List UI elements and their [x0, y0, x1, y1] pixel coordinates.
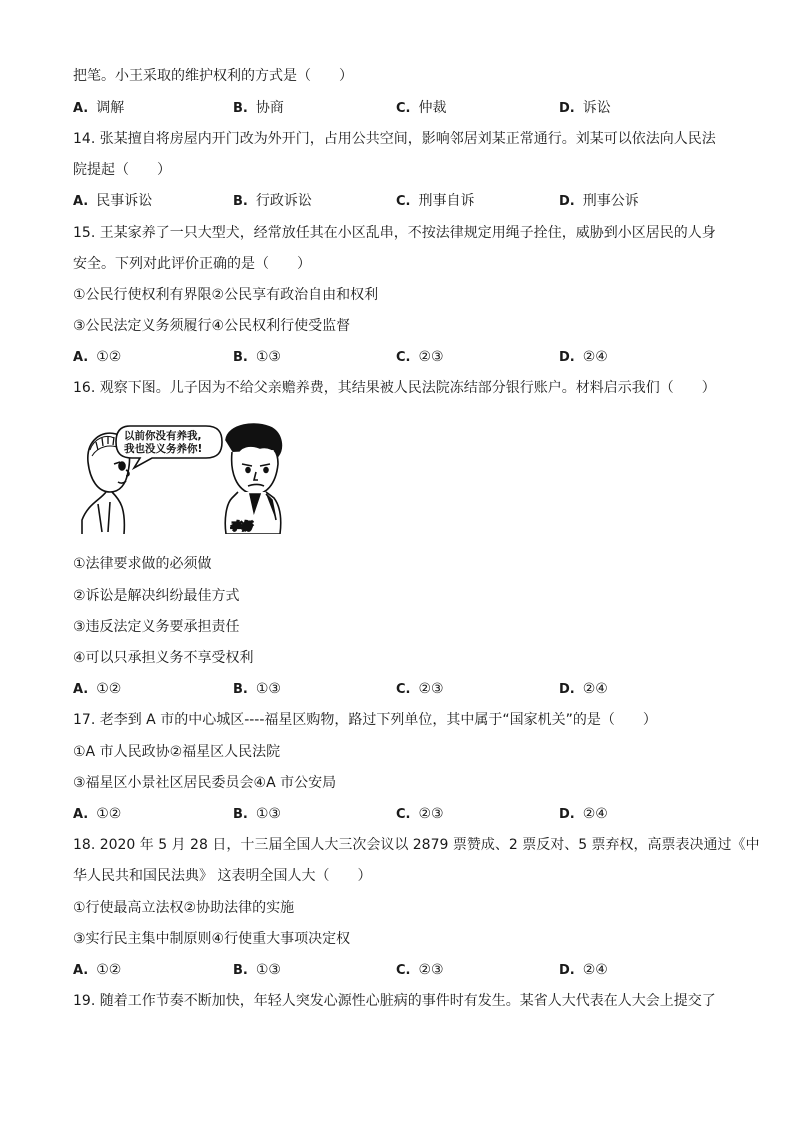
q17-option-b[interactable]: B. ①③	[233, 806, 281, 822]
q18-option-d[interactable]: D. ②④	[559, 962, 608, 978]
q17-statement-2: ③福星区小景社区居民委员会④A 市公安局	[73, 775, 337, 791]
q14-options	[73, 191, 733, 211]
q15-options	[73, 347, 733, 367]
q14-option-a[interactable]: A. 民事诉讼	[73, 193, 153, 209]
q16-statement-3: ③违反法定义务要承担责任	[73, 619, 240, 635]
q13-option-c[interactable]: C. 仲裁	[396, 100, 447, 116]
q13-stem: 把笔。小王采取的维护权利的方式是（ ）	[73, 68, 353, 84]
q18-stem-line2: 华人民共和国民法典》 这表明全国人大（ ）	[73, 868, 372, 884]
q17-stem: 17. 老李到 A 市的中心城区----福星区购物，路过下列单位，其中属于“国家机关”的是（ ）	[73, 712, 657, 728]
q18-stem-line1: 18. 2020 年 5 月 28 日，十三届全国人大三次会议以 2879 票赞成、2 票反对、5 票弃权，高票表决通过《中	[73, 837, 760, 853]
speech-bubble-line-1: 以前你没有养我,	[124, 430, 202, 442]
q19-stem-line1: 19. 随着工作节奏不断加快，年轻人突发心源性心脏病的事件时有发生。某省人大代表在人大会上提交了	[73, 993, 716, 1009]
q16-stem: 16. 观察下图。儿子因为不给父亲赡养费，其结果被人民法院冻结部分银行账户。材料启示我们（ ）	[73, 380, 716, 396]
q16-option-a[interactable]: A. ①②	[73, 681, 122, 697]
q15-statement-1: ①公民行使权利有界限②公民享有政治自由和权利	[73, 287, 379, 303]
q16-option-d[interactable]: D. ②④	[559, 681, 608, 697]
speech-bubble	[116, 426, 222, 468]
cartoon-signature: 李杨	[230, 520, 252, 533]
q18-statement-2: ③实行民主集中制原则④行使重大事项决定权	[73, 931, 351, 947]
q15-option-c[interactable]: C. ②③	[396, 349, 444, 365]
q13-option-d[interactable]: D. 诉讼	[559, 100, 611, 116]
q16-statement-4: ④可以只承担义务不享受权利	[73, 650, 254, 666]
q13-option-b[interactable]: B. 协商	[233, 100, 284, 116]
q18-option-b[interactable]: B. ①③	[233, 962, 281, 978]
q17-option-c[interactable]: C. ②③	[396, 806, 444, 822]
q17-option-d[interactable]: D. ②④	[559, 806, 608, 822]
q15-option-d[interactable]: D. ②④	[559, 349, 608, 365]
q13-option-a[interactable]: A. 调解	[73, 100, 125, 116]
q16-options	[73, 679, 733, 699]
q18-options	[73, 960, 733, 980]
q16-option-b[interactable]: B. ①③	[233, 681, 281, 697]
q16-option-c[interactable]: C. ②③	[396, 681, 444, 697]
father-son-cartoon	[80, 420, 286, 534]
son-figure	[225, 424, 281, 534]
q17-statement-1: ①A 市人民政协②福星区人民法院	[73, 744, 281, 760]
q18-option-a[interactable]: A. ①②	[73, 962, 122, 978]
q14-option-c[interactable]: C. 刑事自诉	[396, 193, 475, 209]
q14-stem-line1: 14. 张某擅自将房屋内开门改为外开门，占用公共空间，影响邻居刘某正常通行。刘某可以依法向人民法	[73, 131, 716, 147]
q15-stem-line1: 15. 王某家养了一只大型犬，经常放任其在小区乱串，不按法律规定用绳子拴住，威胁到小区居民的人身	[73, 225, 716, 241]
q18-option-c[interactable]: C. ②③	[396, 962, 444, 978]
q16-statement-1: ①法律要求做的必须做	[73, 556, 212, 572]
q18-statement-1: ①行使最高立法权②协助法律的实施	[73, 900, 295, 916]
q14-option-d[interactable]: D. 刑事公诉	[559, 193, 639, 209]
q17-options	[73, 804, 733, 824]
q15-option-a[interactable]: A. ①②	[73, 349, 122, 365]
q13-options	[73, 98, 733, 118]
q14-option-b[interactable]: B. 行政诉讼	[233, 193, 312, 209]
q16-statement-2: ②诉讼是解决纠纷最佳方式	[73, 588, 240, 604]
q15-option-b[interactable]: B. ①③	[233, 349, 281, 365]
q14-stem-line2: 院提起（ ）	[73, 162, 171, 178]
q15-stem-line2: 安全。下列对此评价正确的是（ ）	[73, 256, 311, 272]
q15-statement-2: ③公民法定义务须履行④公民权利行使受监督	[73, 318, 351, 334]
speech-bubble-line-2: 我也没义务养你!	[124, 443, 203, 455]
q17-option-a[interactable]: A. ①②	[73, 806, 122, 822]
